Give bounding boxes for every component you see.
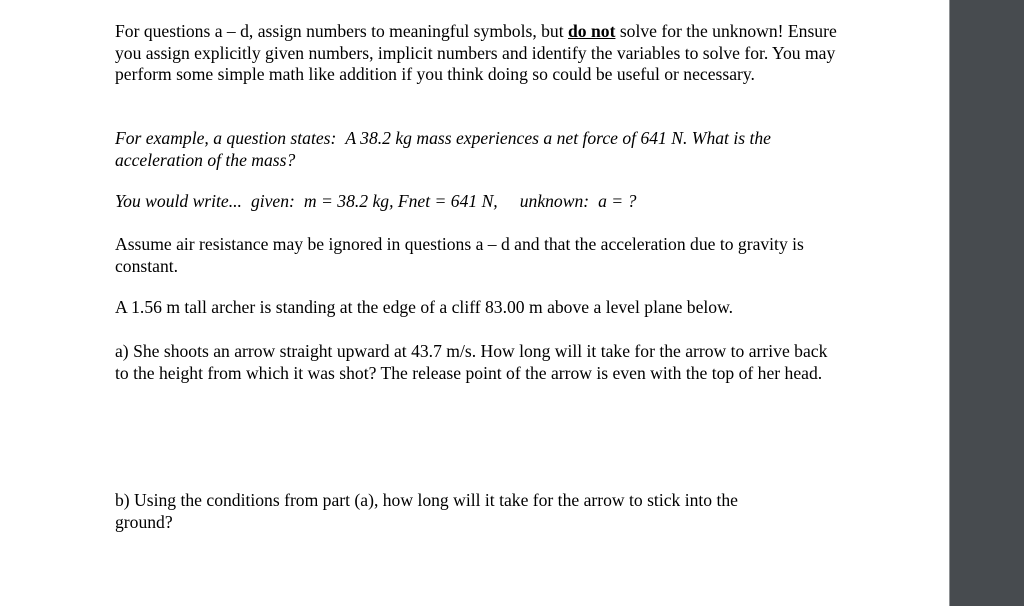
given-values: m = 38.2 kg, Fnet = 641 N, <box>303 191 498 211</box>
example-question-text: A 38.2 kg mass experiences a net force of 641 N. What is the acceleration of the mass? <box>115 128 771 170</box>
example-question-paragraph <box>115 128 855 171</box>
example-answer-paragraph <box>115 191 855 213</box>
instructions-text-2: solve for the unknown! Ensure you assign explicitly given numbers, implicit numbers and identify the variables to solve for. You may perform some simple math like addition if you think doing so could be useful or necessary. <box>115 21 837 84</box>
instructions-paragraph <box>115 21 855 86</box>
assumption-paragraph: Assume air resistance may be ignored in questions a – d and that the acceleration due to gravity is constant. <box>115 234 804 276</box>
do-not-emphasis: do not <box>568 21 616 41</box>
example-answer-lead: You would write... <box>115 191 242 211</box>
example-lead: For example, a question states: <box>115 128 337 148</box>
unknown-value: a = ? <box>598 191 637 211</box>
given-label: given: <box>250 191 295 211</box>
question-a-paragraph: a) She shoots an arrow straight upward at 43.7 m/s. How long will it take for the arrow to arrive back to the height from which it was shot? The release point of the arrow is even with the top of her head. <box>115 341 828 383</box>
question-b-paragraph: b) Using the conditions from part (a), how long will it take for the arrow to stick into the ground? <box>115 490 738 532</box>
instructions-text-1: For questions a – d, assign numbers to meaningful symbols, but <box>115 21 569 41</box>
scenario-paragraph: A 1.56 m tall archer is standing at the edge of a cliff 83.00 m above a level plane below. <box>115 297 734 317</box>
unknown-label: unknown: <box>519 191 590 211</box>
viewer-side-panel <box>949 0 1024 606</box>
